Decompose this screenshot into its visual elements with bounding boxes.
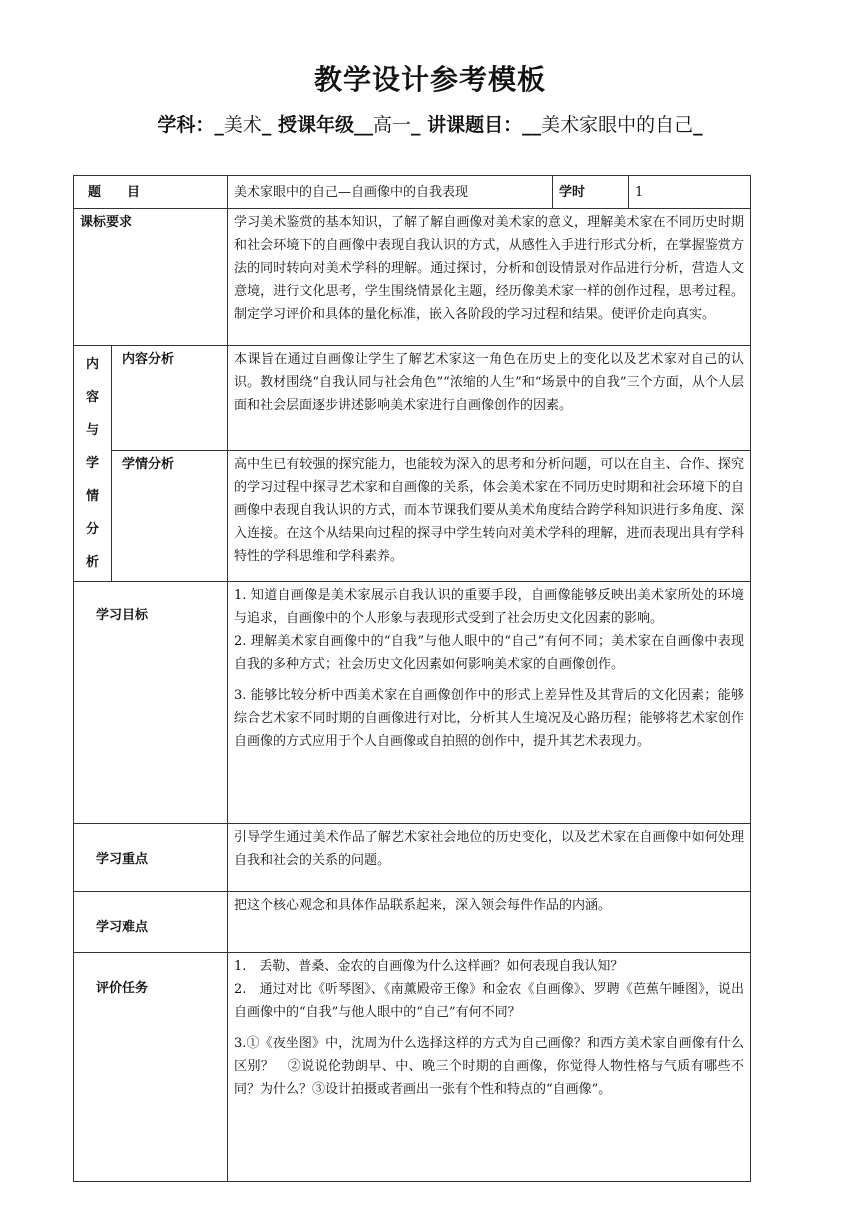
row-title: [74, 176, 751, 209]
group-char: 分: [85, 522, 99, 537]
subtitle-line: [0, 110, 860, 137]
document-title: 教学设计参考模板: [313, 63, 546, 96]
row-evaluation: [74, 953, 751, 1182]
evaluation-label: 评价任务: [74, 953, 228, 1182]
difficulties-label: 学习难点: [74, 892, 228, 953]
hours-value: 1: [629, 176, 751, 209]
curriculum-text: 学习美术鉴赏的基本知识，了解了解自画像对美术家的意义，理解美术家在不同历史时期和社会环境下的自画像中表现自我认识的方式，从感性入手进行形式分析，在掌握鉴赏方法的同时转向对美术学科的理解。通过探讨，分析和创设情景对作品进行分析，营造人文意境，进行文化思考，学生围绕情景化主题，经历像美术家一样的创作过程，思考过程。制定学习评价和具体的量化标准，嵌入各阶段的学习过程和结果。使评价走向真实。: [228, 209, 751, 346]
group-char: 析: [85, 555, 99, 570]
analysis-group-label: [74, 346, 112, 582]
hours-label: 学时: [553, 176, 629, 209]
title-value: 美术家眼中的自己—自画像中的自我表现: [228, 176, 553, 209]
content-analysis-label: 内容分析: [112, 346, 228, 451]
student-analysis-text: 高中生已有较强的探究能力，也能较为深入的思考和分析问题，可以在自主、合作、探究的学习过程中探寻艺术家和自画像的关系，体会美术家在不同历史时期和社会环境下的自画像中表现自我认识的方式，而本节课我们要从美术角度结合跨学科知识进行多角度、深入连接。在这个从结果向过程的探寻中学生转向对美术学科的理解，进而表现出具有学科特性的学科思维和学科素养。: [228, 451, 751, 582]
lesson-plan-table: [73, 175, 751, 1182]
grade-label: _ 授课年级__: [261, 114, 373, 136]
row-objectives: [74, 582, 751, 824]
row-curriculum: [74, 209, 751, 346]
grade-value: 高一: [373, 114, 412, 136]
group-char: 内: [85, 357, 99, 372]
row-difficulties: [74, 892, 751, 953]
group-char: 学: [85, 456, 99, 471]
objectives-cell: [228, 582, 751, 824]
evaluation-cell: [228, 953, 751, 1182]
subject-value: 美术: [223, 114, 262, 136]
objective-item: 1. 知道自画像是美术家展示自我认识的重要手段，自画像能够反映出美术家所处的环境与追求，自画像中的个人形象与表现形式受到了社会历史文化因素的影响。: [234, 588, 745, 626]
objectives-label: 学习目标: [74, 582, 228, 824]
evaluation-item: 2. 通过对比《听琴图》、《南薰殿帝王像》和金农《自画像》、罗聘《芭蕉午睡图》，说出自画像中的“自我”与他人眼中的“自己”有何不同？: [234, 982, 745, 1020]
objective-item: 3. 能够比较分析中西美术家在自画像创作中的形式上差异性及其背后的文化因素；能够综合艺术家不同时期的自画像进行对比，分析其人生境况及心路历程；能够将艺术家创作自画像的方式应用于个人自画像或自拍照的创作中，提升其艺术表现力。: [234, 688, 745, 749]
evaluation-item: 1. 丢勒、普桑、金农的自画像为什么这样画？如何表现自我认知？: [234, 959, 624, 974]
key-points-text: 引导学生通过美术作品了解艺术家社会地位的历史变化，以及艺术家在自画像中如何处理自我和社会的关系的问题。: [228, 824, 751, 892]
row-student-analysis: [74, 451, 751, 582]
topic-value: 美术家眼中的自己: [541, 114, 694, 136]
objective-item: 2. 理解美术家自画像中的“自我”与他人眼中的“自己”有何不同；美术家在自画像中表现自我的多种方式；社会历史文化因素如何影响美术家的自画像创作。: [234, 634, 745, 672]
row-key-points: [74, 824, 751, 892]
row-content-analysis: [74, 346, 751, 451]
title-label: 题 目: [74, 176, 228, 209]
group-char: 与: [85, 423, 99, 438]
content-analysis-text: 本课旨在通过自画像让学生了解艺术家这一角色在历史上的变化以及艺术家对自己的认识。教材围绕“自我认同与社会角色”“浓缩的人生”和“场景中的自我”三个方面，从个人层面和社会层面逐步讲述影响美术家进行自画像创作的因素。: [228, 346, 751, 451]
key-points-label: 学习重点: [74, 824, 228, 892]
evaluation-item: 3.①《夜坐图》中，沈周为什么选择这样的方式为自己画像？和西方美术家自画像有什么区别？ ②说说伦勃朗早、中、晚三个时期的自画像，你觉得人物性格与气质有哪些不同？为什么？③设计拍摄或者画出一张有个性和特点的“自画像”。: [234, 1036, 745, 1097]
student-analysis-label: 学情分析: [112, 451, 228, 582]
curriculum-label: 课标要求: [74, 209, 228, 346]
group-char: 容: [85, 390, 99, 405]
topic-label: _ 讲课题目：__: [411, 114, 542, 136]
difficulties-text: 把这个核心观念和具体作品联系起来，深入领会每件作品的内涵。: [228, 892, 751, 953]
subject-label: 学科：_: [157, 114, 224, 136]
subtitle-end: _: [693, 114, 703, 136]
group-char: 情: [85, 489, 99, 504]
